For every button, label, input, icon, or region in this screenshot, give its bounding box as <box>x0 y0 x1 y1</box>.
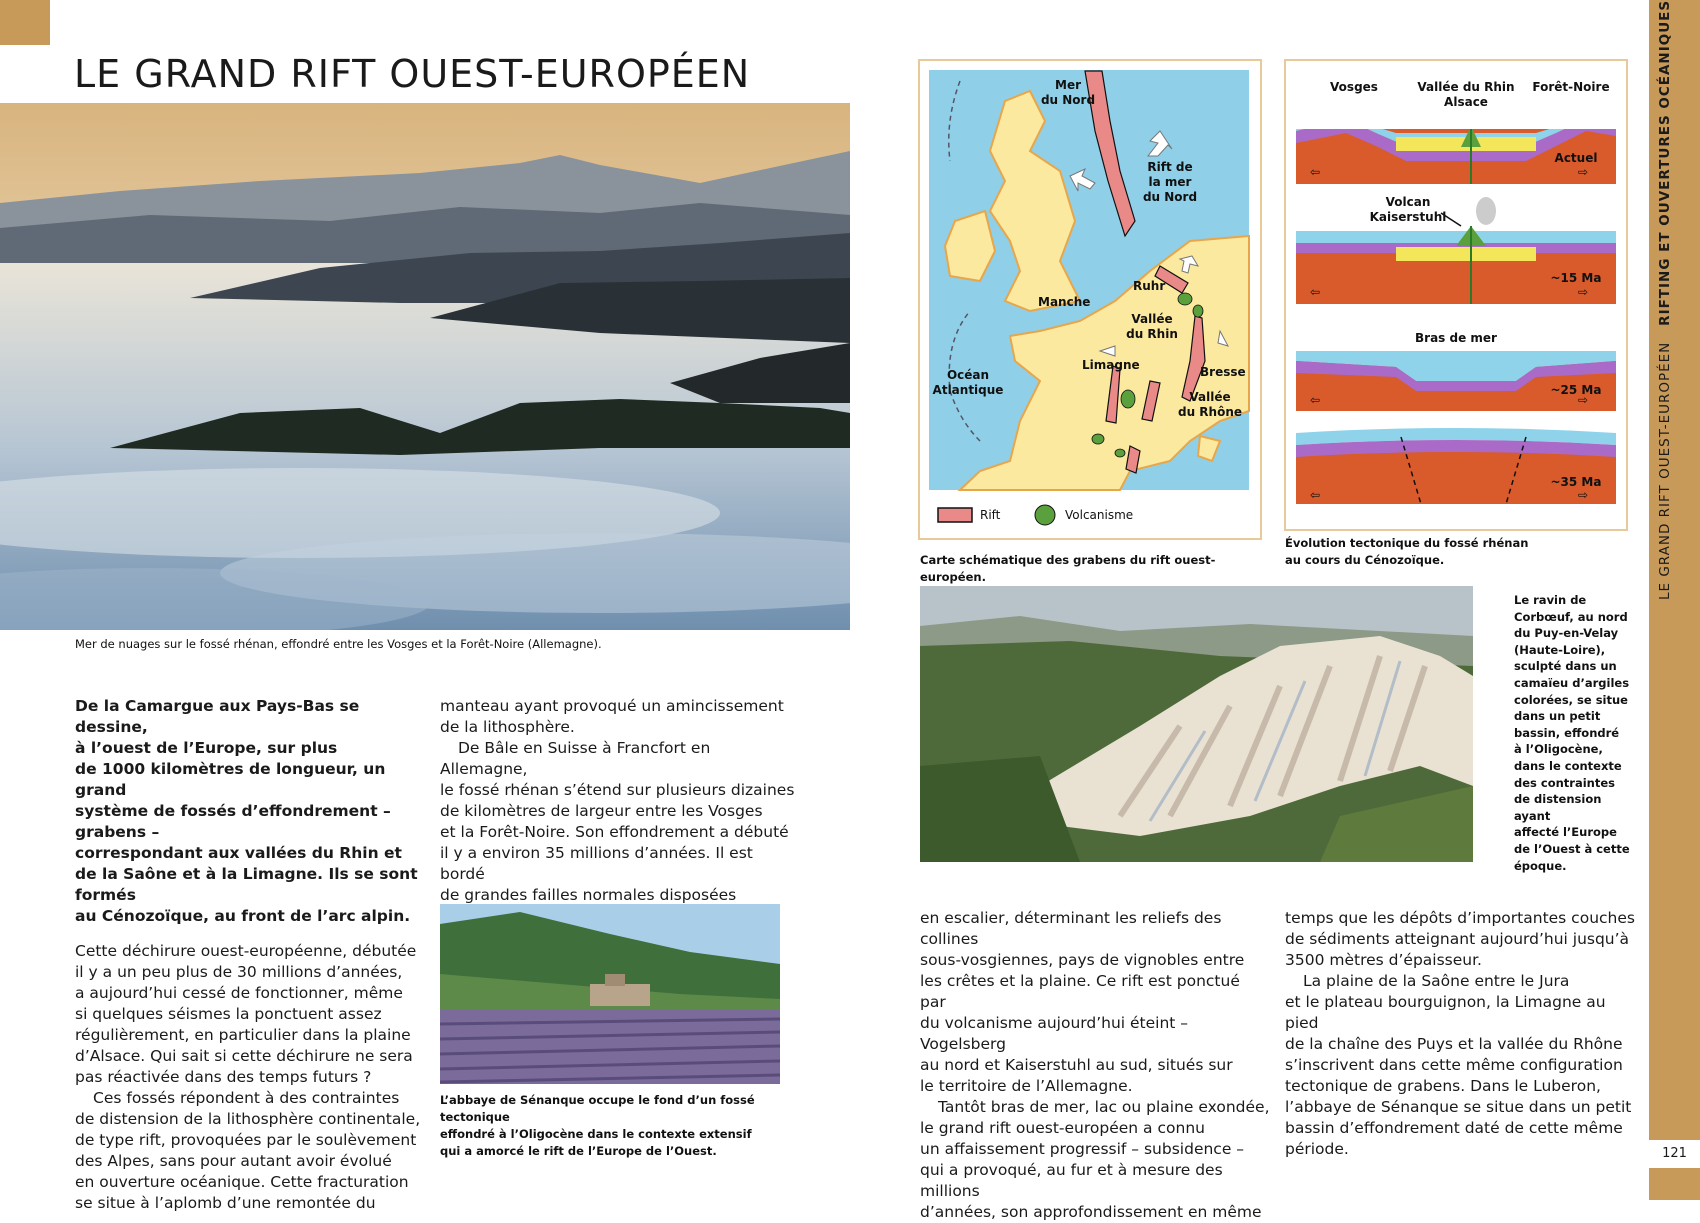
body-column-1 <box>75 941 425 1214</box>
map-label-ruhr: Ruhr <box>1133 279 1166 293</box>
page-title: LE GRAND RIFT OUEST-EUROPÉEN <box>74 52 751 96</box>
map-label-vallee-rhin: du Rhin <box>1126 327 1178 341</box>
ravine-photo <box>920 586 1473 862</box>
text-line: et le plateau bourguignon, la Limagne au pied <box>1285 993 1606 1032</box>
lead-line: correspondant aux vallées du Rhin et <box>75 844 402 862</box>
text-line: au nord et Kaiserstuhl au sud, situés sur <box>920 1056 1233 1074</box>
caption-line: des contraintes <box>1514 775 1615 790</box>
text-line: il y a un peu plus de 30 millions d’années, <box>75 963 403 981</box>
caption-line: (Haute-Loire), <box>1514 642 1606 657</box>
text-line: a aujourd’hui cessé de fonctionner, même <box>75 984 403 1002</box>
body-column-2 <box>440 696 800 906</box>
section-header-vosges: Vosges <box>1330 80 1378 94</box>
text-line: il y a environ 35 millions d’années. Il est bordé <box>440 844 753 883</box>
hero-caption: Mer de nuages sur le fossé rhénan, effondré entre les Vosges et la Forêt-Noire (Allemagne). <box>75 637 602 651</box>
text-line: le territoire de l’Allemagne. <box>920 1077 1133 1095</box>
text-line: de distension de la lithosphère continentale, <box>75 1110 421 1128</box>
caption-line: effondré à l’Oligocène dans le contexte extensif <box>440 1127 752 1141</box>
legend-rift-swatch <box>938 508 972 522</box>
map-label-bresse: Bresse <box>1200 365 1246 379</box>
section-header-alsace: Alsace <box>1444 95 1488 109</box>
text-line: et la Forêt-Noire. Son effondrement a débuté <box>440 823 789 841</box>
map-label-manche: Manche <box>1038 295 1091 309</box>
section-actuel <box>1296 111 1616 184</box>
map-label-mer-du-nord: Mer <box>1055 78 1081 92</box>
map-label-rift-mer: la mer <box>1148 175 1192 189</box>
text-line: de kilomètres de largeur entre les Vosges <box>440 802 763 820</box>
caption-line: qui a amorcé le rift de l’Europe de l’Ouest. <box>440 1144 717 1158</box>
side-running-title <box>1657 0 1693 600</box>
stage-label: Actuel <box>1554 151 1598 165</box>
text-line: qui a provoqué, au fur et à mesure des millions <box>920 1161 1223 1200</box>
caption-line: affecté l’Europe <box>1514 825 1617 840</box>
text-line: si quelques séismes la ponctuent assez <box>75 1005 382 1023</box>
lead-line: au Cénozoïque, au front de l’arc alpin. <box>75 907 411 925</box>
abbey-photo <box>440 904 780 1084</box>
section-15ma <box>1296 226 1616 304</box>
map-label-ocean: Océan <box>946 368 990 382</box>
text-line: de type rift, provoquées par le soulèvement <box>75 1131 417 1149</box>
volcanic-plume <box>1476 197 1496 225</box>
map-label-ocean: Atlantique <box>932 383 1004 397</box>
ravine-caption <box>1514 592 1634 874</box>
caption-line: du Puy-en-Velay <box>1514 626 1619 641</box>
text-line: Ces fossés répondent à des contraintes <box>93 1089 400 1107</box>
text-line: d’Alsace. Qui sait si cette déchirure ne sera <box>75 1047 413 1065</box>
caption-line: L’abbaye de Sénanque occupe le fond d’un fossé tectonique <box>440 1093 755 1124</box>
legend-volcanism-swatch <box>1035 505 1055 525</box>
text-line: Cette déchirure ouest-européenne, débutée <box>75 942 417 960</box>
abbey-caption <box>440 1092 800 1160</box>
extension-arrow-right: ⇨ <box>1578 393 1589 407</box>
text-line: La plaine de la Saône entre le Jura <box>1303 972 1570 990</box>
page-number: 121 <box>1649 1140 1700 1168</box>
caption-line: bassin, effondré <box>1514 725 1620 740</box>
text-line: s’inscrivent dans cette même configuration <box>1285 1056 1623 1074</box>
map-label-limagne: Limagne <box>1082 358 1140 372</box>
text-line: 3500 mètres d’épaisseur. <box>1285 951 1482 969</box>
rift-map-figure <box>918 59 1262 540</box>
legend-rift-label: Rift <box>980 508 1001 522</box>
section-35ma <box>1296 428 1616 504</box>
extension-arrow-left: ⇦ <box>1310 285 1321 299</box>
extension-arrow-right: ⇨ <box>1578 165 1589 179</box>
caption-line: au cours du Cénozoïque. <box>1285 553 1445 567</box>
map-label-vallee-rhin: Vallée <box>1131 312 1173 326</box>
column-1 <box>75 696 425 1214</box>
text-line: pas réactivée dans des temps futurs ? <box>75 1068 372 1086</box>
text-line: de sédiments atteignant aujourd’hui jusqu’à <box>1285 930 1630 948</box>
extension-arrow-right: ⇨ <box>1578 488 1589 502</box>
text-line: l’abbaye de Sénanque se situe dans un petit <box>1285 1098 1632 1116</box>
sections-caption <box>1285 535 1625 569</box>
bras-de-mer-label: Bras de mer <box>1415 331 1497 345</box>
section-25ma <box>1296 351 1616 411</box>
section-header-foret-noire: Forêt-Noire <box>1532 80 1610 94</box>
corner-tab <box>0 0 50 45</box>
caption-line: camaïeu d’argiles <box>1514 675 1630 690</box>
lead-line: de 1000 kilomètres de longueur, un grand <box>75 760 386 799</box>
text-line: les crêtes et la plaine. Ce rift est ponctué par <box>920 972 1240 1011</box>
map-label-mer-du-nord: du Nord <box>1040 93 1096 107</box>
text-line: un affaissement progressif – subsidence – <box>920 1140 1245 1158</box>
caption-line: dans un petit <box>1514 709 1601 724</box>
text-line: le fossé rhénan s’étend sur plusieurs dizaines <box>440 781 795 799</box>
stage-label: ~35 Ma <box>1550 475 1602 489</box>
hero-photo <box>0 103 850 630</box>
text-line: se situe à l’aplomb d’une remontée du <box>75 1194 376 1212</box>
text-line: manteau ayant provoqué un amincissement <box>440 697 784 715</box>
stage-label: ~15 Ma <box>1550 271 1602 285</box>
map-label-rift-mer: Rift de <box>1147 160 1193 174</box>
text-line: sous-vosgiennes, pays de vignobles entre <box>920 951 1245 969</box>
caption-line: dans le contexte <box>1514 758 1622 773</box>
caption-line: Corbœuf, au nord <box>1514 609 1628 624</box>
text-line: période. <box>1285 1140 1349 1158</box>
caption-line: Le ravin de <box>1514 593 1587 607</box>
text-line: des Alpes, sans pour autant avoir évolué <box>75 1152 392 1170</box>
caption-line: de l’Ouest à cette <box>1514 841 1630 856</box>
volcan-label: Kaiserstuhl <box>1369 210 1447 224</box>
lead-line: système de fossés d’effondrement – grabens – <box>75 802 391 841</box>
text-line: temps que les dépôts d’importantes couches <box>1285 909 1635 927</box>
caption-line: sculpté dans un <box>1514 659 1617 674</box>
map-label-vallee-rhone: du Rhône <box>1177 405 1243 419</box>
extension-arrow-right: ⇨ <box>1578 285 1589 299</box>
cross-sections-figure <box>1284 59 1628 531</box>
side-label-section: LE GRAND RIFT OUEST-EUROPÉEN <box>1657 341 1673 600</box>
caption-line: époque. <box>1514 858 1567 873</box>
map-caption: Carte schématique des grabens du rift ouest-européen. <box>920 553 1216 584</box>
text-line: De Bâle en Suisse à Francfort en Allemagne, <box>440 739 711 778</box>
text-line: de grandes failles normales disposées <box>440 886 737 904</box>
text-line: en escalier, déterminant les reliefs des collines <box>920 909 1222 948</box>
caption-line: à l’Oligocène, <box>1514 742 1603 757</box>
stage-label: ~25 Ma <box>1550 383 1602 397</box>
text-line: Tantôt bras de mer, lac ou plaine exondée, <box>938 1098 1270 1116</box>
lead-paragraph <box>75 696 425 927</box>
text-line: du volcanisme aujourd’hui éteint – Vogelsberg <box>920 1014 1189 1053</box>
body-column-4 <box>1285 908 1640 1160</box>
map-label-rift-mer: du Nord <box>1142 190 1198 204</box>
extension-arrow-left: ⇦ <box>1310 165 1321 179</box>
legend-volcanism-label: Volcanisme <box>1065 508 1134 522</box>
lead-line: de la Saône et à la Limagne. Ils se sont formés <box>75 865 418 904</box>
text-line: tectonique de grabens. Dans le Luberon, <box>1285 1077 1601 1095</box>
text-line: de la chaîne des Puys et la vallée du Rhône <box>1285 1035 1623 1053</box>
body-column-3 <box>920 908 1270 1223</box>
volcan-label: Volcan <box>1385 195 1431 209</box>
text-line: de la lithosphère. <box>440 718 575 736</box>
caption-line: Évolution tectonique du fossé rhénan <box>1285 536 1529 550</box>
caption-line: colorées, se situe <box>1514 692 1628 707</box>
text-line: en ouverture océanique. Cette fracturation <box>75 1173 409 1191</box>
extension-arrow-left: ⇦ <box>1310 393 1321 407</box>
lead-line: De la Camargue aux Pays-Bas se dessine, <box>75 697 360 736</box>
text-line: bassin d’effondrement daté de cette même <box>1285 1119 1623 1137</box>
caption-line: de distension ayant <box>1514 792 1602 823</box>
text-line: d’années, son approfondissement en même <box>920 1203 1262 1221</box>
side-label-chapter: RIFTING ET OUVERTURES OCÉANIQUES <box>1657 0 1673 326</box>
text-line: régulièrement, en particulier dans la plaine <box>75 1026 411 1044</box>
map-label-vallee-rhone: Vallée <box>1189 390 1231 404</box>
extension-arrow-left: ⇦ <box>1310 488 1321 502</box>
lead-line: à l’ouest de l’Europe, sur plus <box>75 739 338 757</box>
text-line: le grand rift ouest-européen a connu <box>920 1119 1205 1137</box>
section-header-vallee: Vallée du Rhin <box>1417 80 1515 94</box>
